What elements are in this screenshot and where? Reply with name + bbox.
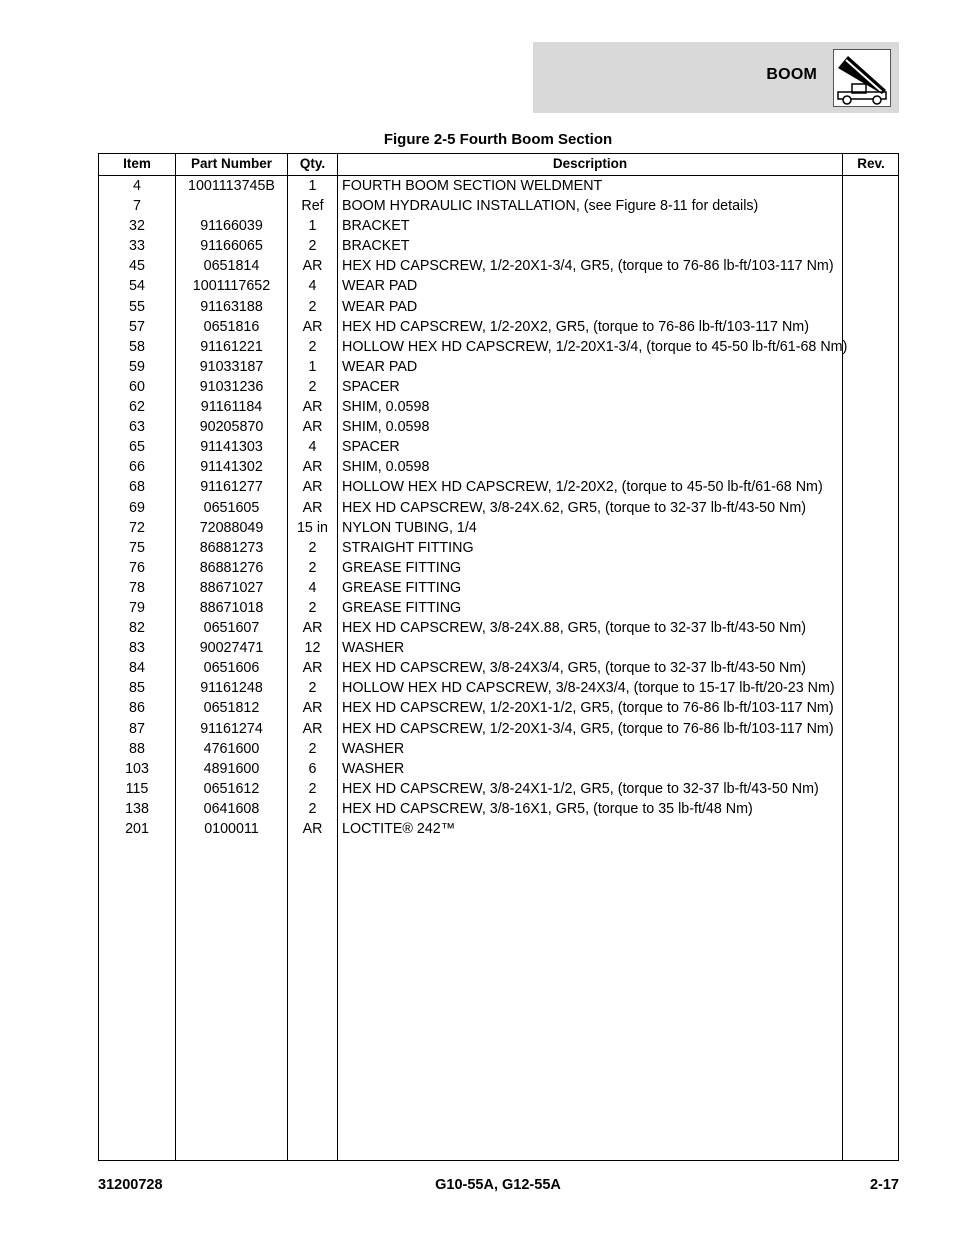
item-cell: 54 <box>129 278 145 295</box>
qty-cell: 2 <box>308 298 317 315</box>
table-row <box>99 698 898 718</box>
part-number-cell: 86881273 <box>199 539 264 556</box>
description-cell: WEAR PAD <box>342 358 418 375</box>
part-number-cell: 0651605 <box>203 499 260 516</box>
description-cell: SHIM, 0.0598 <box>342 419 430 436</box>
part-number-cell: 91166039 <box>200 218 263 235</box>
part-number-cell: 91161248 <box>200 680 263 697</box>
description-cell: GREASE FITTING <box>342 579 462 596</box>
part-number-cell: 0651812 <box>203 700 260 717</box>
qty-cell: 12 <box>304 640 321 657</box>
description-cell: SPACER <box>342 439 400 456</box>
item-cell: 115 <box>125 780 149 797</box>
description-cell: WEAR PAD <box>342 278 418 295</box>
table-row <box>99 578 898 598</box>
page-number: 2-17 <box>869 1177 899 1193</box>
qty-cell: AR <box>302 318 323 335</box>
part-number-cell: 0651606 <box>203 660 260 677</box>
table-row <box>99 658 898 678</box>
qty-cell: 4 <box>308 278 317 295</box>
description-cell: LOCTITE® 242™ <box>342 821 456 837</box>
qty-cell: 4 <box>308 439 317 456</box>
header-description: Description <box>552 156 628 171</box>
qty-cell: AR <box>302 499 323 516</box>
description-cell: BOOM HYDRAULIC INSTALLATION, (see Figure 8-11 for details) <box>342 198 759 215</box>
part-number-cell: 91031236 <box>199 378 264 395</box>
part-number-cell: 91141303 <box>200 439 263 456</box>
table-row <box>99 498 898 518</box>
item-cell: 62 <box>129 399 145 416</box>
qty-cell: 2 <box>308 780 317 797</box>
item-cell: 85 <box>129 680 145 697</box>
qty-cell: 1 <box>308 218 317 235</box>
description-cell: STRAIGHT FITTING <box>342 539 474 556</box>
description-cell: WEAR PAD <box>342 298 418 315</box>
part-number-cell: 91161184 <box>200 399 263 416</box>
table-row <box>99 397 898 417</box>
part-number-cell: 91163188 <box>200 298 263 315</box>
section-label: BOOM <box>766 66 817 83</box>
table-row <box>99 558 898 578</box>
table-row <box>99 437 898 457</box>
part-number-cell: 88671018 <box>199 599 264 616</box>
description-cell: HOLLOW HEX HD CAPSCREW, 3/8-24X3/4, (torque to 15-17 lb-ft/20-23 Nm) <box>342 680 835 697</box>
item-cell: 72 <box>129 519 145 536</box>
item-cell: 65 <box>129 439 145 456</box>
table-row <box>99 759 898 779</box>
item-cell: 58 <box>129 338 145 355</box>
item-cell: 88 <box>129 740 145 757</box>
table-row <box>99 678 898 698</box>
table-row <box>99 538 898 558</box>
item-cell: 32 <box>129 218 145 235</box>
item-cell: 138 <box>125 800 149 817</box>
description-cell: HEX HD CAPSCREW, 1/2-20X1-3/4, GR5, (torque to 76-86 lb-ft/103-117 Nm) <box>342 258 834 275</box>
description-cell: BRACKET <box>342 238 410 255</box>
qty-cell: 2 <box>308 378 317 395</box>
item-cell: 86 <box>129 700 145 717</box>
part-number-cell: 1001117652 <box>192 278 271 295</box>
description-cell: SHIM, 0.0598 <box>342 459 430 476</box>
qty-cell: AR <box>302 419 323 436</box>
qty-cell: AR <box>302 660 323 677</box>
table-row <box>99 377 898 397</box>
item-cell: 87 <box>129 720 145 737</box>
item-cell: 84 <box>129 660 145 677</box>
table-row <box>99 256 898 276</box>
part-number-cell: 86881276 <box>199 559 264 576</box>
qty-cell: 2 <box>308 599 317 616</box>
item-cell: 78 <box>129 579 145 596</box>
qty-cell: 15 in <box>296 519 328 536</box>
header-rev: Rev. <box>857 156 885 171</box>
description-cell: WASHER <box>342 740 405 757</box>
table-row <box>99 638 898 658</box>
part-number-cell: 91033187 <box>199 358 264 375</box>
header-qty: Qty. <box>299 156 326 171</box>
part-number-cell: 0100011 <box>204 821 259 837</box>
qty-cell: AR <box>302 459 323 476</box>
description-cell: HOLLOW HEX HD CAPSCREW, 1/2-20X2, (torque to 45-50 lb-ft/61-68 Nm) <box>342 479 823 496</box>
qty-cell: 2 <box>308 338 317 355</box>
qty-cell: AR <box>302 620 323 637</box>
table-row <box>99 176 898 196</box>
table-row <box>99 297 898 317</box>
item-cell: 69 <box>129 499 145 516</box>
qty-cell: 1 <box>308 178 317 194</box>
part-number-cell: 91161221 <box>200 338 263 355</box>
table-row <box>99 598 898 618</box>
table-row <box>99 457 898 477</box>
item-cell: 75 <box>129 539 145 556</box>
part-number-cell: 1001113745B <box>188 178 275 194</box>
qty-cell: 2 <box>308 238 317 255</box>
table-row <box>99 819 898 839</box>
table-row <box>99 337 898 357</box>
header-part-number: Part Number <box>190 156 273 171</box>
part-number-cell: 91161277 <box>200 479 263 496</box>
description-cell: HOLLOW HEX HD CAPSCREW, 1/2-20X1-3/4, (torque to 45-50 lb-ft/61-68 Nm) <box>342 338 848 355</box>
part-number-cell: 91166065 <box>200 238 263 255</box>
part-number-cell: 90205870 <box>199 419 264 436</box>
qty-cell: 4 <box>308 579 317 596</box>
description-cell: BRACKET <box>342 218 410 235</box>
qty-cell: AR <box>302 479 323 496</box>
item-cell: 76 <box>129 559 145 576</box>
item-cell: 59 <box>129 358 145 375</box>
qty-cell: 2 <box>308 740 317 757</box>
part-number-cell: 0651814 <box>203 258 260 275</box>
table-row <box>99 236 898 256</box>
table-row <box>99 196 898 216</box>
qty-cell: 2 <box>308 559 317 576</box>
part-number-cell: 0641608 <box>203 800 260 817</box>
description-cell: GREASE FITTING <box>342 599 462 616</box>
item-cell: 33 <box>129 238 145 255</box>
part-number-cell: 4761600 <box>203 740 260 757</box>
qty-cell: AR <box>302 821 323 837</box>
description-cell: HEX HD CAPSCREW, 1/2-20X2, GR5, (torque to 76-86 lb-ft/103-117 Nm) <box>342 318 809 335</box>
item-cell: 45 <box>129 258 145 275</box>
part-number-cell: 88671027 <box>199 579 264 596</box>
description-cell: HEX HD CAPSCREW, 3/8-24X.62, GR5, (torque to 32-37 lb-ft/43-50 Nm) <box>342 499 807 516</box>
item-cell: 82 <box>129 620 145 637</box>
description-cell: FOURTH BOOM SECTION WELDMENT <box>342 178 603 194</box>
table-row <box>99 216 898 236</box>
table-row <box>99 518 898 538</box>
part-number-cell: 91161274 <box>200 720 263 737</box>
item-cell: 83 <box>129 640 145 657</box>
description-cell: HEX HD CAPSCREW, 3/8-24X1-1/2, GR5, (torque to 32-37 lb-ft/43-50 Nm) <box>342 780 819 797</box>
table-row <box>99 477 898 497</box>
description-cell: HEX HD CAPSCREW, 1/2-20X1-1/2, GR5, (torque to 76-86 lb-ft/103-117 Nm) <box>342 700 834 717</box>
part-number-cell: 0651612 <box>203 780 260 797</box>
item-cell: 55 <box>129 298 145 315</box>
item-cell: 68 <box>129 479 145 496</box>
part-number-cell: 0651816 <box>203 318 260 335</box>
part-number-cell: 91141302 <box>200 459 263 476</box>
part-number-cell: 72088049 <box>199 519 264 536</box>
table-row <box>99 799 898 819</box>
models: G10-55A, G12-55A <box>435 1177 561 1193</box>
qty-cell: AR <box>302 399 323 416</box>
item-cell: 63 <box>129 419 145 436</box>
table-row <box>99 739 898 759</box>
table-row <box>99 357 898 377</box>
qty-cell: 1 <box>308 358 317 375</box>
qty-cell: 2 <box>308 539 317 556</box>
doc-number: 31200728 <box>98 1177 163 1193</box>
item-cell: 66 <box>129 459 145 476</box>
item-cell: 201 <box>125 821 149 837</box>
description-cell: HEX HD CAPSCREW, 3/8-16X1, GR5, (torque to 35 lb-ft/48 Nm) <box>342 800 753 817</box>
qty-cell: AR <box>302 258 323 275</box>
description-cell: HEX HD CAPSCREW, 1/2-20X1-3/4, GR5, (torque to 76-86 lb-ft/103-117 Nm) <box>342 720 834 737</box>
qty-cell: AR <box>302 720 323 737</box>
part-number-cell: 4891600 <box>203 760 260 777</box>
item-cell: 7 <box>133 198 141 215</box>
table-body <box>99 176 898 839</box>
table-row <box>99 276 898 296</box>
description-cell: HEX HD CAPSCREW, 3/8-24X.88, GR5, (torque to 32-37 lb-ft/43-50 Nm) <box>342 620 807 637</box>
qty-cell: 6 <box>308 760 317 777</box>
qty-cell: 2 <box>308 680 317 697</box>
header-item: Item <box>123 156 151 171</box>
description-cell: WASHER <box>342 640 405 657</box>
item-cell: 4 <box>133 178 141 194</box>
description-cell: SHIM, 0.0598 <box>342 399 430 416</box>
description-cell: WASHER <box>342 760 405 777</box>
description-cell: GREASE FITTING <box>342 559 462 576</box>
table-row <box>99 779 898 799</box>
item-cell: 79 <box>129 599 145 616</box>
description-cell: SPACER <box>342 378 400 395</box>
table-row <box>99 317 898 337</box>
qty-cell: AR <box>302 700 323 717</box>
telehandler-boom-icon <box>833 49 891 107</box>
section-tab <box>533 42 899 113</box>
parts-table <box>98 153 899 1161</box>
description-cell: HEX HD CAPSCREW, 3/8-24X3/4, GR5, (torque to 32-37 lb-ft/43-50 Nm) <box>342 660 807 677</box>
item-cell: 103 <box>125 760 149 777</box>
part-number-cell: 90027471 <box>199 640 264 657</box>
item-cell: 60 <box>129 378 145 395</box>
figure-title: Figure 2-5 Fourth Boom Section <box>383 131 613 148</box>
part-number-cell: 0651607 <box>203 620 260 637</box>
table-row <box>99 618 898 638</box>
table-row <box>99 417 898 437</box>
item-cell: 57 <box>129 318 145 335</box>
table-row <box>99 719 898 739</box>
qty-cell: 2 <box>308 800 317 817</box>
description-cell: NYLON TUBING, 1/4 <box>342 519 477 536</box>
qty-cell: Ref <box>301 198 324 215</box>
